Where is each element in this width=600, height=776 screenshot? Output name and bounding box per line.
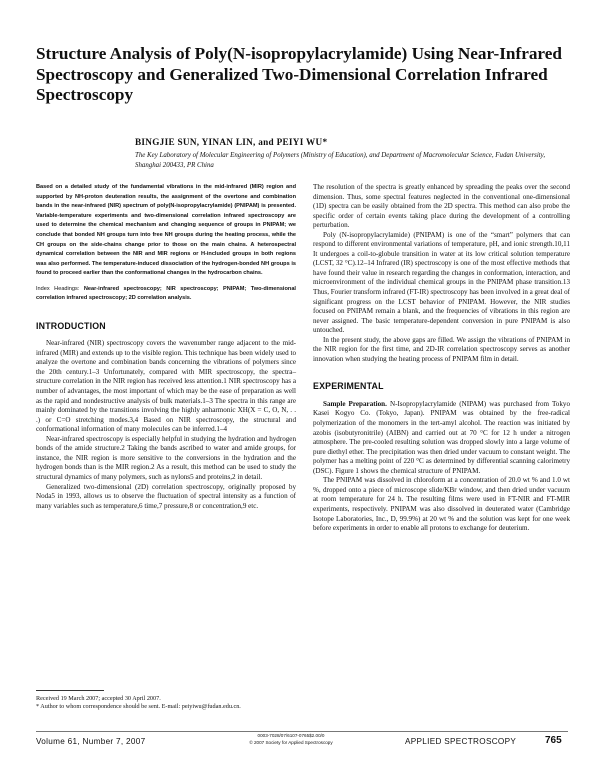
sample-preparation-paragraph-2: The PNIPAM was dissolved in chloroform at a concentration of 20.0 wt % and 1.0 wt %, dropped onto a piece of microscope slide/KBr window, and then dried under vacuum at room temperature for 24 h. The resulting films were used in FT-NIR and FT-MIR experiments, respectively. PNIPAM was also dissolved in deuterated water (Cambridge Isotope Laboratories, Inc., D, 99.9%) at 20 wt % and the solution was kept for one week before experiments in order to enable all protons to exchange for deuterium. <box>313 476 570 533</box>
issn-line: 0003-7028/07/6107-0765$2.00/0 <box>257 733 325 738</box>
index-headings-terms: Near-infrared spectroscopy; NIR spectroscopy; PNIPAM; Two-dimensional correlation infrared spectroscopy; 2D correlation analysis. <box>36 285 296 302</box>
volume-info: Volume 61, Number 7, 2007 <box>36 737 146 746</box>
body-paragraph: The resolution of the spectra is greatly enhanced by spreading the peaks over the second dimension. Thus, some spectral features neglected in the conventional one-dimensional (1D) spectra can be easily obtained from the 2D spectra. This method can also probe the specific order of certain events taking place during the development of a controlling perturbation. <box>313 183 570 230</box>
introduction-heading: INTRODUCTION <box>36 320 106 331</box>
left-column <box>36 183 296 511</box>
page-number: 765 <box>545 735 562 746</box>
footnote-divider <box>36 690 104 691</box>
journal-name: APPLIED SPECTROSCOPY <box>405 737 517 746</box>
sample-preparation-text: N-Isopropylacrylamide (NIPAM) was purchased from Tokyo Kasei Kogyo Co. (Tokyo, Japan). PNIPAM was obtained by the free-radical polymerization of the monomers in the tert-amyl alcohol. The reaction was initiated by azobis (isobutyronitrile) (AIBN) and carried out at 70 °C for 12 h under a nitrogen atmosphere. The pre-cooled resulting solution was dropped slowly into a large volume of pure diethyl ether. The precipitation was then dried under vacuum to constant weight. The polymer has a melting point of 220 °C as determined by differential scanning calorimetry (DSC). Figure 1 shows the chemical structure of PNIPAM. <box>313 399 570 475</box>
received-footnote: Received 19 March 2007; accepted 30 April 2007. <box>36 695 161 702</box>
footer-divider <box>36 731 568 732</box>
sample-preparation-paragraph <box>313 400 570 476</box>
body-paragraph: Poly (N-isopropylacrylamide) (PNIPAM) is one of the “smart” polymers that can respond to different environmental variations of temperature, pH, and ionic strength.10,11 It undergoes a coil-to-globule transition in water at its low critical solution temperature (LCST, 32 °C).12–14 Infrared (IR) spectroscopy is one of the most effective methods that have found their value in research regarding the changes in conformation, interaction, and microenvironment of the individual chemical groups in the PNIPAM phase transition.13 Thus, Fourier transform infrared (FT-IR) spectroscopy has been involved in a great deal of significant progress on the LCST behavior of PNIPAM. However, the NIR studies focused on PNIPAM remain a blank, and the frequencies of vibrations in this region are never assigned. The basic temperature-dependent conversion in pure PNIPAM is also untouched. <box>313 230 571 335</box>
issn-info <box>236 733 346 747</box>
sample-preparation-label: Sample Preparation. <box>323 399 387 408</box>
index-headings <box>36 285 296 304</box>
abstract: Based on a detailed study of the fundamental vibrations in the mid-infrared (MIR) region and supported by NH-proton deuteration results, the assignment of the overtone and combination bands in the near-infrared (NIR) spectrum of poly(N-isopropylacrylamide) (PNIPAM) is presented. Variable-temperature experiments and two-dimensional correlation infrared spectroscopy are used to determine the chemical mechanism and changing sequence of groups in PNIPAM; we conclude that bonded NH groups turn into free NH groups during the heating process, while the CH groups on the side-chains change prior to those on the main chains. A heterospectral dynamical correlation between the NIR and MIR regions or H-included groups in both regions was also performed. The temperature-induced dissociation of the hydrogen-bonded NH groups is found to proceed earlier than the conformational changes in the hydrocarbon chains. <box>36 184 296 277</box>
body-paragraph: In the present study, the above gaps are filled. We assign the vibrations of PNIPAM in the NIR region for the first time, and 2D-IR correlation spectroscopy serves as another innovation when studying the heating process of PNIPAM film in detail. <box>313 335 570 363</box>
intro-paragraph: Near-infrared (NIR) spectroscopy covers the wavenumber range adjacent to the mid-infrared (MIR) and extends up to the visible region. This technique has been widely used to analyze the overtone and combination bands concerning the vibrations of polymers since the 20th century.1–3 Unfortunately, compared with MIR spectroscopy, the spectra–structure correlation in the NIR region has received less attention.1 NIR spectroscopy has a number of advantages, the most important of which may be the ease of preparation as well as the rapid and nondestructive analysis of bulk materials.1–3 The spectra in this range are mainly dominated by the transitions involving the highly anharmonic XH(X = C, O, N, . . .) or C=O stretching modes.3,4 Based on NIR spectroscopy, the structural and conformational information of many molecules can be inferred.1–4 <box>36 339 296 434</box>
copyright-line: © 2007 Society for Applied Spectroscopy <box>249 739 333 745</box>
intro-paragraph: Generalized two-dimensional (2D) correlation spectroscopy, originally proposed by Noda5 in 1993, allows us to observe the fluctuation of spectral intensity as a function of many variables such as temperature,6 time,7 pressure,8 or concentration,9 etc. <box>36 482 296 510</box>
experimental-heading: EXPERIMENTAL <box>313 381 384 392</box>
intro-paragraph: Near-infrared spectroscopy is especially helpful in studying the hydration and hydrogen bonds of the amide structure.2 Taking the bands ascribed to water and amide groups, for instance, the NIR region is more sensitive to the conversions in the hydration and the hydrogen bonds than is the MIR region.2 As a result, this method can be used to study the structural dynamics of many polymers, such as nylons5 and proteins,2 in detail. <box>36 434 296 481</box>
index-headings-label: Index Headings: <box>36 285 80 292</box>
author-list: BINGJIE SUN, YINAN LIN, and PEIYI WU* <box>135 137 328 147</box>
affiliation: The Key Laboratory of Molecular Engineering of Polymers (Ministry of Education), and Department of Macromolecular Science, Fudan University, Shanghai 200433, PR China <box>135 152 546 169</box>
correspondence-footnote: * Author to whom correspondence should be sent. E-mail: peiyiwu@fudan.edu.cn. <box>36 703 241 710</box>
paper-title: Structure Analysis of Poly(N-isopropylacrylamide) Using Near-Infrared Spectroscopy and Generalized Two-Dimensional Correlation Infrared Spectroscopy <box>36 44 562 104</box>
right-column <box>313 183 570 534</box>
